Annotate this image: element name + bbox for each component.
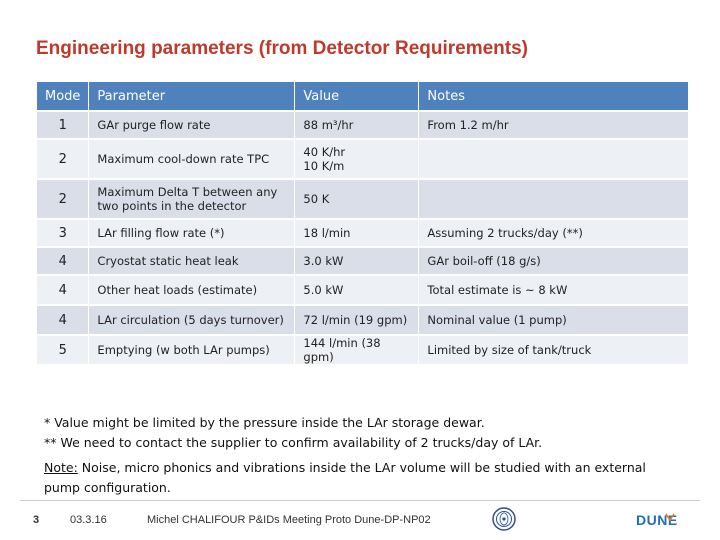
cell-parameter: LAr circulation (5 days turnover) <box>89 304 295 334</box>
cell-value: 5.0 kW <box>295 274 419 304</box>
cell-value <box>295 138 419 178</box>
table-row <box>37 218 688 246</box>
cell-mode: 4 <box>37 274 89 304</box>
footer-divider <box>20 500 700 501</box>
cell-notes <box>419 138 688 178</box>
cell-notes: Assuming 2 trucks/day (**) <box>419 218 688 246</box>
parameters-table <box>37 82 688 364</box>
cell-parameter: Maximum cool-down rate TPC <box>89 138 295 178</box>
cell-parameter: Maximum Delta T between any two points in the detector <box>89 178 295 218</box>
footer-text: Michel CHALIFOUR P&IDs Meeting Proto Dune-DP-NP02 <box>147 514 431 526</box>
cell-notes <box>419 178 688 218</box>
cell-value: 144 l/min (38 gpm) <box>295 334 419 364</box>
cell-value: 72 l/min (19 gpm) <box>295 304 419 334</box>
note-text: Noise, micro phonics and vibrations inside the LAr volume will be studied with an external pump configuration. <box>44 460 646 495</box>
cell-value: 50 K <box>295 178 419 218</box>
dune-logo-text: DUNE <box>636 512 678 528</box>
footnote-1: * Value might be limited by the pressure inside the LAr storage dewar. <box>44 415 485 430</box>
table-header-row <box>37 82 688 110</box>
cell-notes: Total estimate is ~ 8 kW <box>419 274 688 304</box>
cell-parameter: Other heat loads (estimate) <box>89 274 295 304</box>
cell-mode: 3 <box>37 218 89 246</box>
header-value: Value <box>295 82 419 110</box>
slide-title: Engineering parameters (from Detector Requirements) <box>36 38 529 59</box>
cell-parameter: LAr filling flow rate (*) <box>89 218 295 246</box>
header-mode: Mode <box>37 82 89 110</box>
header-notes: Notes <box>419 82 688 110</box>
footnote-2: ** We need to contact the supplier to confirm availability of 2 trucks/day of LAr. <box>44 435 543 450</box>
table-row <box>37 138 688 178</box>
cell-value: 18 l/min <box>295 218 419 246</box>
institution-seal-logo <box>492 507 516 531</box>
table-row <box>37 246 688 274</box>
cell-value-line2: 10 K/m <box>303 159 345 173</box>
header-parameter: Parameter <box>89 82 295 110</box>
cell-parameter: Cryostat static heat leak <box>89 246 295 274</box>
note-label: Note: <box>44 460 78 475</box>
cell-notes: GAr boil-off (18 g/s) <box>419 246 688 274</box>
footer-date: 03.3.16 <box>70 514 107 526</box>
footnotes <box>44 413 684 498</box>
table-row <box>37 274 688 304</box>
cell-parameter: Emptying (w both LAr pumps) <box>89 334 295 364</box>
table-row <box>37 334 688 364</box>
note-paragraph <box>44 458 684 498</box>
dune-logo <box>636 510 686 530</box>
cell-mode: 5 <box>37 334 89 364</box>
cell-mode: 2 <box>37 178 89 218</box>
table-row <box>37 110 688 138</box>
cell-value: 88 m³/hr <box>295 110 419 138</box>
cell-notes: From 1.2 m/hr <box>419 110 688 138</box>
cell-parameter: GAr purge flow rate <box>89 110 295 138</box>
cell-notes: Limited by size of tank/truck <box>419 334 688 364</box>
cell-mode: 2 <box>37 138 89 178</box>
table-row <box>37 178 688 218</box>
cell-mode: 4 <box>37 304 89 334</box>
cell-value-line1: 40 K/hr <box>303 145 346 159</box>
cell-notes: Nominal value (1 pump) <box>419 304 688 334</box>
page-number: 3 <box>33 514 40 526</box>
cell-mode: 4 <box>37 246 89 274</box>
cell-mode: 1 <box>37 110 89 138</box>
cell-value: 3.0 kW <box>295 246 419 274</box>
table-row <box>37 304 688 334</box>
